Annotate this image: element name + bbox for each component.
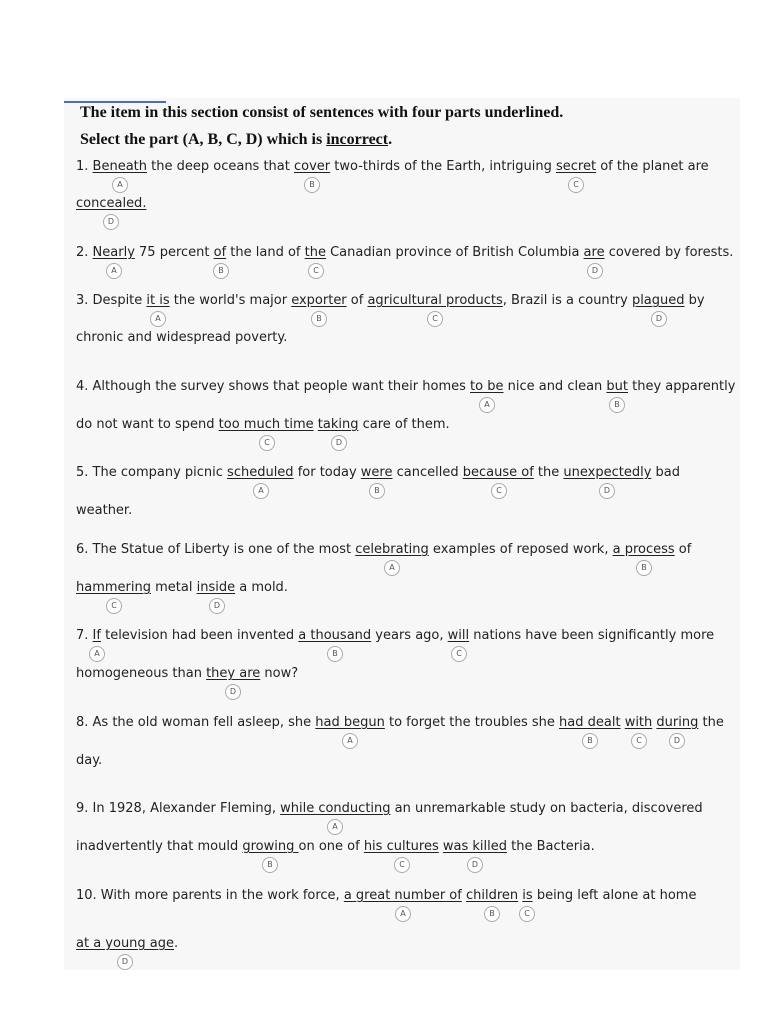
sentence-text: 2. bbox=[76, 245, 93, 260]
option-d-circle[interactable]: D bbox=[467, 857, 483, 873]
underlined-part: is bbox=[522, 888, 533, 903]
option-c-circle[interactable]: C bbox=[259, 435, 275, 451]
sentence-text: chronic and widespread poverty. bbox=[76, 330, 288, 345]
option-d-circle[interactable]: D bbox=[669, 733, 685, 749]
sentence-text: metal bbox=[150, 580, 197, 595]
underlined-part: plagued bbox=[631, 293, 685, 308]
underlined-part: a great number of bbox=[343, 888, 462, 903]
sentence-text: the deep oceans that bbox=[147, 159, 294, 174]
underlined-part: If bbox=[92, 628, 101, 643]
instructions-line-1: The item in this section consist of sentences with four parts underlined. bbox=[80, 104, 564, 121]
option-c-circle[interactable]: C bbox=[451, 646, 467, 662]
question-9-line-1 bbox=[76, 799, 703, 819]
sentence-text: inadvertently that mould bbox=[76, 839, 243, 854]
sentence-text: 9. In 1928, Alexander Fleming, bbox=[76, 801, 281, 816]
sentence-text: nations have been significantly more bbox=[469, 628, 715, 643]
question-3-line-2 bbox=[76, 328, 287, 348]
instructions-line-2 bbox=[80, 131, 392, 149]
question-10-line-1 bbox=[76, 886, 696, 906]
sentence-text: Canadian province of British Columbia bbox=[325, 245, 584, 260]
sentence-text: the Bacteria. bbox=[507, 839, 595, 854]
option-a-circle[interactable]: A bbox=[106, 263, 122, 279]
sentence-text: 1. bbox=[76, 159, 93, 174]
sentence-text: 8. As the old woman fell asleep, she bbox=[76, 715, 316, 730]
sentence-text: weather. bbox=[76, 503, 133, 518]
sentence-text: care of them. bbox=[358, 417, 450, 432]
question-2-line-1 bbox=[76, 243, 733, 263]
option-d-circle[interactable]: D bbox=[103, 214, 119, 230]
sentence-text: . bbox=[174, 936, 179, 951]
sentence-text: cancelled bbox=[392, 465, 463, 480]
question-4-line-2 bbox=[76, 415, 450, 435]
option-a-circle[interactable]: A bbox=[150, 311, 166, 327]
underlined-part: of bbox=[213, 245, 227, 260]
underlined-part: are bbox=[583, 245, 605, 260]
option-d-circle[interactable]: D bbox=[331, 435, 347, 451]
option-b-circle[interactable]: B bbox=[609, 397, 625, 413]
underlined-part: because of bbox=[462, 465, 534, 480]
instructions-keyword: incorrect bbox=[326, 131, 389, 148]
underlined-part: exporter bbox=[291, 293, 347, 308]
question-1-line-2 bbox=[76, 194, 146, 214]
question-5-line-1 bbox=[76, 463, 680, 483]
sentence-text: 6. The Statue of Liberty is one of the most bbox=[76, 542, 356, 557]
option-b-circle[interactable]: B bbox=[484, 906, 500, 922]
sentence-text: 7. bbox=[76, 628, 93, 643]
option-a-circle[interactable]: A bbox=[112, 177, 128, 193]
option-b-circle[interactable]: B bbox=[582, 733, 598, 749]
option-c-circle[interactable]: C bbox=[568, 177, 584, 193]
option-a-circle[interactable]: A bbox=[395, 906, 411, 922]
underlined-part: with bbox=[624, 715, 653, 730]
option-b-circle[interactable]: B bbox=[636, 560, 652, 576]
instructions-text: Select the part (A, B, C, D) which is bbox=[80, 131, 327, 148]
option-c-circle[interactable]: C bbox=[106, 598, 122, 614]
sentence-text: nice and clean bbox=[503, 379, 607, 394]
underlined-part: concealed. bbox=[76, 196, 147, 211]
underlined-part: had dealt bbox=[559, 715, 621, 730]
option-c-circle[interactable]: C bbox=[491, 483, 507, 499]
option-c-circle[interactable]: C bbox=[427, 311, 443, 327]
question-6-line-2 bbox=[76, 578, 288, 598]
underlined-part: but bbox=[606, 379, 629, 394]
underlined-part: cover bbox=[294, 159, 331, 174]
underlined-part: too much time bbox=[218, 417, 314, 432]
underlined-part: scheduled bbox=[227, 465, 294, 480]
question-10-line-2 bbox=[76, 934, 178, 954]
question-8-line-1 bbox=[76, 713, 724, 733]
option-d-circle[interactable]: D bbox=[587, 263, 603, 279]
underlined-part: secret bbox=[556, 159, 597, 174]
question-4-line-1 bbox=[76, 377, 735, 397]
question-3-line-1 bbox=[76, 291, 705, 311]
underlined-part: will bbox=[447, 628, 470, 643]
sentence-text: the bbox=[698, 715, 724, 730]
sentence-text: the land of bbox=[226, 245, 305, 260]
underlined-part: during bbox=[656, 715, 699, 730]
option-c-circle[interactable]: C bbox=[394, 857, 410, 873]
sentence-text: on one of bbox=[298, 839, 364, 854]
sentence-text: 5. The company picnic bbox=[76, 465, 228, 480]
sentence-text: day. bbox=[76, 753, 103, 768]
underlined-part: unexpectedly bbox=[563, 465, 652, 480]
underlined-part: while conducting bbox=[280, 801, 391, 816]
sentence-text: by bbox=[684, 293, 705, 308]
sentence-text: of bbox=[346, 293, 368, 308]
option-c-circle[interactable]: C bbox=[308, 263, 324, 279]
underlined-part: Beneath bbox=[92, 159, 148, 174]
option-b-circle[interactable]: B bbox=[304, 177, 320, 193]
option-c-circle[interactable]: C bbox=[631, 733, 647, 749]
sentence-text: of the planet are bbox=[596, 159, 709, 174]
sentence-text: two-thirds of the Earth, intriguing bbox=[330, 159, 556, 174]
underlined-part: agricultural products bbox=[367, 293, 503, 308]
sentence-text: an unremarkable study on bacteria, discovered bbox=[390, 801, 703, 816]
option-c-circle[interactable]: C bbox=[519, 906, 535, 922]
underlined-part: at a young age bbox=[76, 936, 175, 951]
sentence-text: of bbox=[674, 542, 692, 557]
option-b-circle[interactable]: B bbox=[369, 483, 385, 499]
instructions-period: . bbox=[388, 131, 393, 148]
option-d-circle[interactable]: D bbox=[599, 483, 615, 499]
sentence-text: , Brazil is a country bbox=[502, 293, 632, 308]
option-b-circle[interactable]: B bbox=[327, 646, 343, 662]
underlined-part: growing bbox=[242, 839, 299, 854]
underlined-part: celebrating bbox=[355, 542, 429, 557]
option-d-circle[interactable]: D bbox=[651, 311, 667, 327]
sentence-text: they apparently bbox=[628, 379, 736, 394]
option-a-circle[interactable]: A bbox=[342, 733, 358, 749]
sentence-text: covered by forests. bbox=[604, 245, 734, 260]
sentence-text: 75 percent bbox=[134, 245, 214, 260]
sentence-text: years ago, bbox=[371, 628, 448, 643]
underlined-part: was killed bbox=[442, 839, 507, 854]
sentence-text: do not want to spend bbox=[76, 417, 219, 432]
underlined-part: the bbox=[304, 245, 326, 260]
underlined-part: they are bbox=[206, 666, 261, 681]
question-8-line-2 bbox=[76, 751, 102, 771]
question-7-line-2 bbox=[76, 664, 298, 684]
sentence-text: to forget the troubles she bbox=[384, 715, 560, 730]
question-7-line-1 bbox=[76, 626, 714, 646]
sentence-text: examples of reposed work, bbox=[428, 542, 613, 557]
sentence-text: 4. Although the survey shows that people want their homes bbox=[76, 379, 471, 394]
option-b-circle[interactable]: B bbox=[262, 857, 278, 873]
sentence-text: the bbox=[533, 465, 564, 480]
question-5-line-2 bbox=[76, 501, 132, 521]
underlined-part: had begun bbox=[315, 715, 385, 730]
sentence-text: television had been invented bbox=[100, 628, 299, 643]
option-a-circle[interactable]: A bbox=[327, 819, 343, 835]
option-a-circle[interactable]: A bbox=[479, 397, 495, 413]
option-a-circle[interactable]: A bbox=[253, 483, 269, 499]
sentence-text: bad bbox=[651, 465, 680, 480]
underlined-part: it is bbox=[146, 293, 170, 308]
header-accent-line bbox=[64, 101, 166, 103]
underlined-part: inside bbox=[196, 580, 236, 595]
underlined-part: to be bbox=[470, 379, 504, 394]
question-6-line-1 bbox=[76, 540, 691, 560]
underlined-part: hammering bbox=[76, 580, 151, 595]
sentence-text: now? bbox=[260, 666, 299, 681]
option-d-circle[interactable]: D bbox=[209, 598, 225, 614]
question-9-line-2 bbox=[76, 837, 595, 857]
sentence-text: a mold. bbox=[235, 580, 288, 595]
sentence-text: 3. Despite bbox=[76, 293, 147, 308]
sentence-text: 10. With more parents in the work force, bbox=[76, 888, 344, 903]
option-b-circle[interactable]: B bbox=[213, 263, 229, 279]
underlined-part: children bbox=[465, 888, 519, 903]
option-d-circle[interactable]: D bbox=[225, 684, 241, 700]
option-a-circle[interactable]: A bbox=[89, 646, 105, 662]
underlined-part: his cultures bbox=[363, 839, 439, 854]
underlined-part: a process bbox=[612, 542, 675, 557]
underlined-part: Nearly bbox=[92, 245, 135, 260]
option-a-circle[interactable]: A bbox=[384, 560, 400, 576]
underlined-part: taking bbox=[317, 417, 359, 432]
sentence-text: homogeneous than bbox=[76, 666, 207, 681]
option-d-circle[interactable]: D bbox=[117, 954, 133, 970]
sentence-text: for today bbox=[293, 465, 361, 480]
underlined-part: a thousand bbox=[298, 628, 372, 643]
underlined-part: were bbox=[360, 465, 393, 480]
sentence-text: the world's major bbox=[169, 293, 292, 308]
question-1-line-1 bbox=[76, 157, 709, 177]
sentence-text: being left alone at home bbox=[532, 888, 697, 903]
option-b-circle[interactable]: B bbox=[311, 311, 327, 327]
